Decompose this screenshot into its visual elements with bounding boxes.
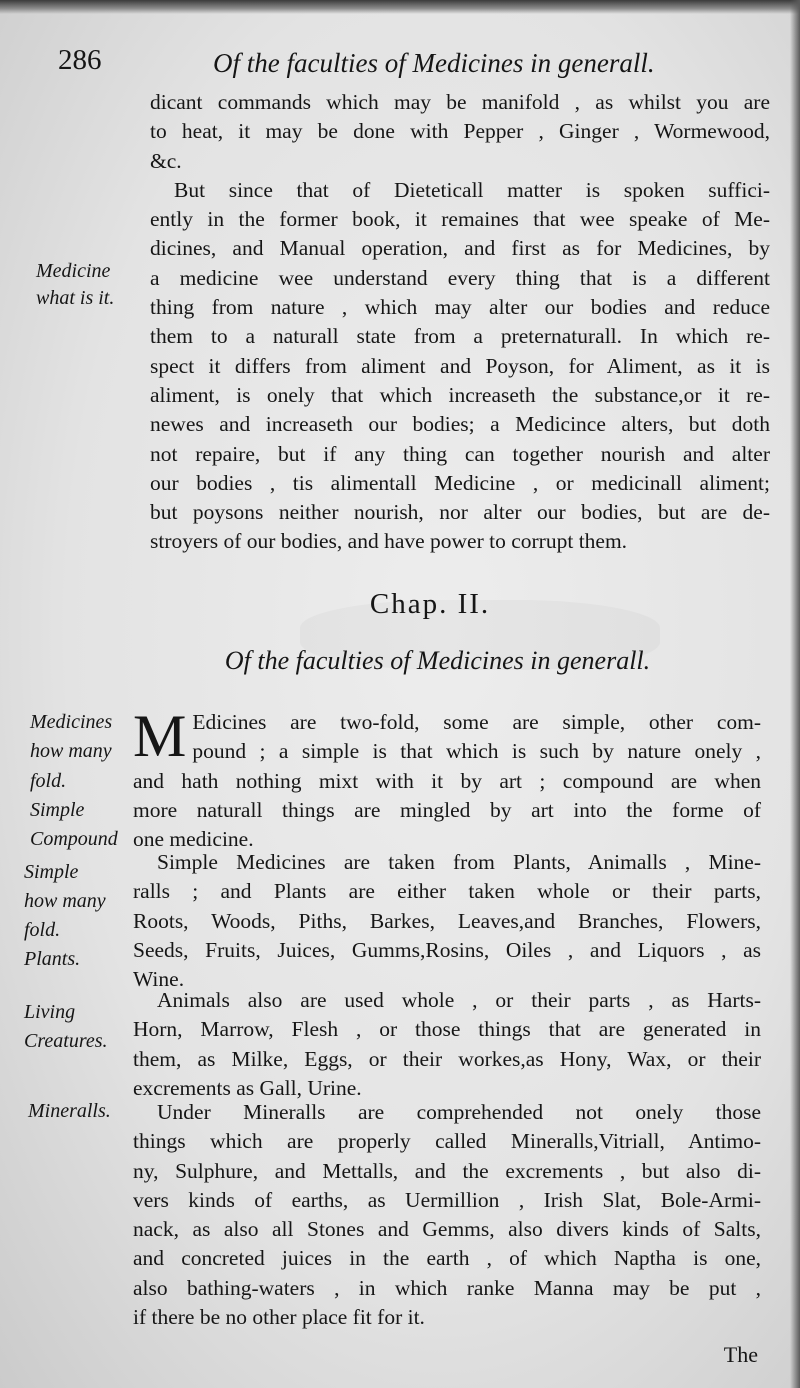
section-simple-medicines bbox=[133, 848, 761, 994]
section-line: pound ; a simple is that which is such by nature onely , bbox=[192, 739, 761, 764]
section-line: ralls ; and Plants are either taken whole or their parts, bbox=[133, 879, 761, 904]
section-line: Edicines are two-fold, some are simple, other com- bbox=[192, 710, 761, 734]
section-mineralls bbox=[133, 1098, 761, 1332]
paragraph-line: thing from nature , which may alter our bodies and reduce bbox=[150, 295, 770, 320]
section-line: Animals also are used whole , or their parts , as Harts- bbox=[157, 988, 761, 1012]
section-line: nack, as also all Stones and Gemms, also divers kinds of Salts, bbox=[133, 1217, 761, 1242]
section-line: them, as Milke, Eggs, or their workes,as Hony, Wax, or their bbox=[133, 1046, 761, 1071]
page-number: 286 bbox=[58, 44, 102, 76]
paragraph-line: ently in the former book, it remaines that wee speake of Me- bbox=[150, 207, 770, 232]
section-line: Seeds, Fruits, Juices, Gumms,Rosins, Oiles , and Liquors , as bbox=[133, 937, 761, 962]
section-line: if there be no other place fit for it. bbox=[133, 1305, 425, 1330]
intro-line: &c. bbox=[150, 148, 182, 173]
margin-note-line: Living bbox=[24, 1001, 76, 1023]
section-animals bbox=[133, 986, 761, 1103]
margin-note-line: Medicine bbox=[36, 260, 111, 282]
section-line: Wine. bbox=[133, 967, 185, 992]
drop-cap: M bbox=[133, 703, 187, 769]
chapter-subtitle: Of the faculties of Medicines in generall. bbox=[224, 646, 651, 675]
margin-note-line: fold. bbox=[30, 769, 67, 792]
paragraph-line: but poysons neither nourish, nor alter our bodies, but are de- bbox=[150, 500, 770, 525]
chapter-title: Chap. II. bbox=[369, 588, 491, 620]
paragraph-line: But since that of Dieteticall matter is spoken suffici- bbox=[174, 177, 770, 202]
section-line: and hath nothing mixt with it by art ; compound are when bbox=[133, 768, 761, 793]
running-head: Of the faculties of Medicines in generall. bbox=[213, 48, 655, 78]
catchword: The bbox=[723, 1342, 758, 1367]
paragraph-line: them to a naturall state from a preternaturall. In which re- bbox=[150, 324, 770, 349]
margin-note-line: how many bbox=[30, 740, 112, 763]
margin-note-line: Mineralls. bbox=[28, 1100, 111, 1122]
section-line: things which are properly called Mineralls,Vitriall, Antimo- bbox=[133, 1129, 761, 1154]
section-line: more naturall things are mingled by art into the forme of bbox=[133, 797, 761, 822]
margin-note-line: how many bbox=[24, 890, 106, 912]
section-line: also bathing-waters , in which ranke Manna may be put , bbox=[133, 1275, 761, 1300]
margin-note-line: Medicines bbox=[30, 711, 113, 733]
section-line: Simple Medicines are taken from Plants, Animalls , Mine- bbox=[157, 850, 761, 874]
section-line: Under Mineralls are comprehended not onely those bbox=[157, 1100, 761, 1124]
paragraph-line: stroyers of our bodies, and have power to corrupt them. bbox=[150, 529, 628, 554]
margin-note-section3 bbox=[24, 998, 108, 1056]
margin-note-section2 bbox=[24, 858, 106, 974]
paragraph-line: a medicine wee understand every thing that is a different bbox=[150, 265, 770, 290]
section-line: vers kinds of earths, as Uermillion , Irish Slat, Bole-Armi- bbox=[133, 1187, 761, 1212]
section-line: excrements as Gall, Urine. bbox=[133, 1075, 362, 1100]
section-line: one medicine. bbox=[133, 827, 254, 852]
section-line: and concreted juices in the earth , of which Naptha is one, bbox=[133, 1246, 761, 1271]
paragraph-line: aliment, is onely that which increaseth the substance,or it re- bbox=[150, 382, 770, 407]
paragraph-line: dicines, and Manual operation, and first as for Medicines, by bbox=[150, 236, 770, 261]
margin-note-line: fold. bbox=[24, 919, 61, 941]
margin-note-line: Compound bbox=[30, 828, 118, 851]
margin-note-line: Simple bbox=[24, 861, 79, 883]
paragraph-line: newes and increaseth our bodies; a Medicince alters, but doth bbox=[150, 412, 770, 437]
section-medicines-twofold bbox=[133, 703, 761, 854]
page-top-edge bbox=[0, 0, 800, 14]
section-line: Roots, Woods, Piths, Barkes, Leaves,and Branches, Flowers, bbox=[133, 908, 761, 933]
body-text-top bbox=[150, 88, 770, 557]
margin-note-line: Creatures. bbox=[24, 1030, 108, 1052]
margin-note-section1 bbox=[30, 708, 118, 854]
margin-note-line: Simple bbox=[30, 798, 85, 821]
margin-note-line: what is it. bbox=[36, 287, 115, 309]
section-line: ny, Sulphure, and Mettalls, and the excrements , but also di- bbox=[133, 1158, 761, 1183]
margin-note-section4 bbox=[28, 1098, 111, 1125]
paragraph-line: spect it differs from aliment and Poyson, for Aliment, as it is bbox=[150, 353, 770, 378]
paragraph-line: our bodies , tis alimentall Medicine , or medicinall aliment; bbox=[150, 470, 770, 495]
margin-note-line: Plants. bbox=[24, 948, 81, 970]
section-line: Horn, Marrow, Flesh , or those things that are generated in bbox=[133, 1017, 761, 1042]
intro-line: to heat, it may be done with Pepper , Ginger , Wormewood, bbox=[150, 119, 770, 144]
margin-note-medicine bbox=[36, 258, 114, 312]
page-right-edge bbox=[790, 0, 800, 1388]
paragraph-line: not repaire, but if any thing can together nourish and alter bbox=[150, 441, 770, 466]
intro-line: dicant commands which may be manifold , as whilst you are bbox=[150, 90, 770, 114]
